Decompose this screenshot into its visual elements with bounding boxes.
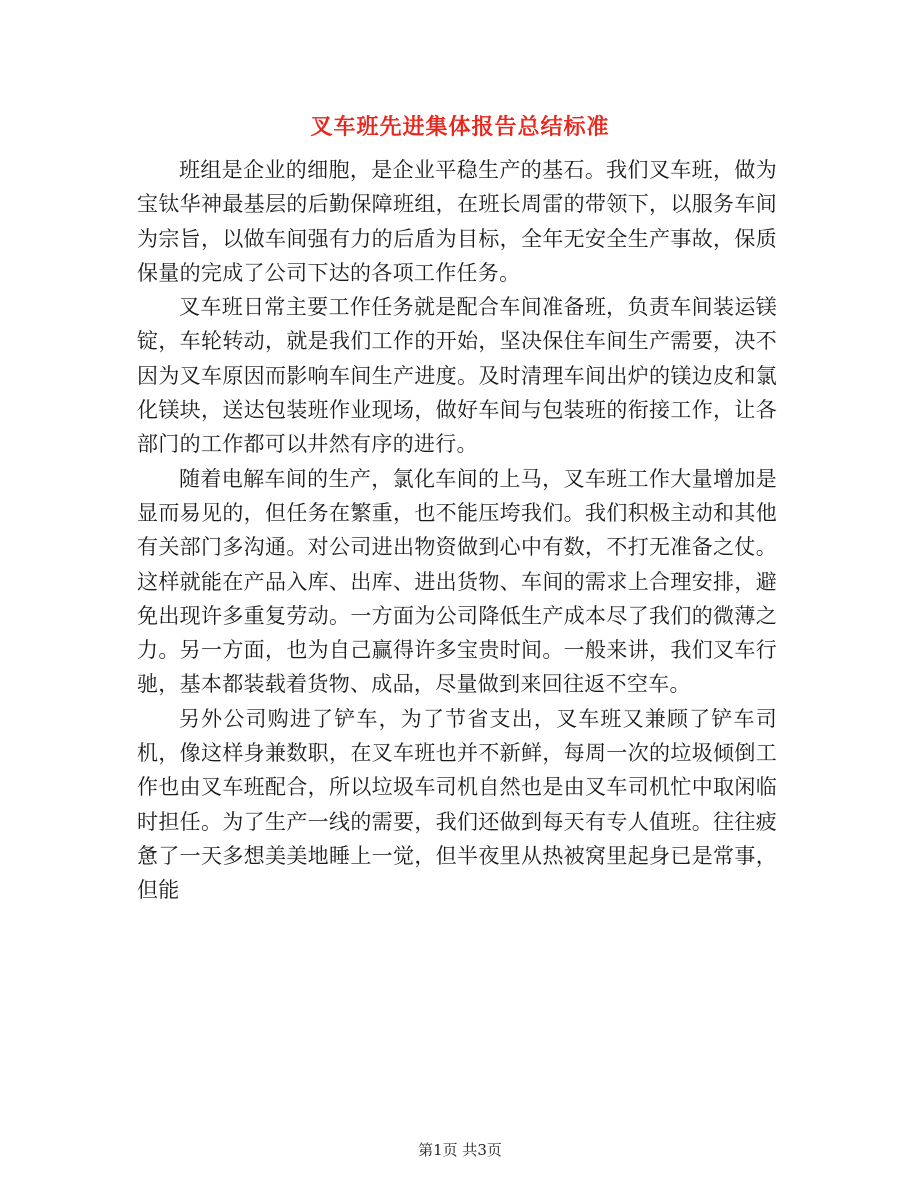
paragraph-2: 叉车班日常主要工作任务就是配合车间准备班，负责车间装运镁锭，车轮转动，就是我们工作的开始，坚决保住车间生产需要，决不因为叉车原因而影响车间生产进度。及时清理车间出炉的镁边皮和氯化镁块，送达包装班作业现场，做好车间与包装班的衔接工作，让各部门的工作都可以井然有序的进行。 xyxy=(137,295,777,457)
paragraph-4: 另外公司购进了铲车，为了节省支出，叉车班又兼顾了铲车司机，像这样身兼数职，在叉车班也并不新鲜，每周一次的垃圾倾倒工作也由叉车班配合，所以垃圾车司机自然也是由叉车司机忙中取闲临时担任。为了生产一线的需要，我们还做到每天有专人值班。往往疲惫了一天多想美美地睡上一觉，但半夜里从热被窝里起身已是常事，但能 xyxy=(137,706,777,903)
paragraph-1: 班组是企业的细胞，是企业平稳生产的基石。我们叉车班，做为宝钛华神最基层的后勤保障班组，在班长周雷的带领下，以服务车间为宗旨，以做车间强有力的后盾为目标，全年无安全生产事故，保质保量的完成了公司下达的各项工作任务。 xyxy=(137,158,777,285)
paragraph-3: 随着电解车间的生产，氯化车间的上马，叉车班工作大量增加是显而易见的，但任务在繁重，也不能压垮我们。我们积极主动和其他有关部门多沟通。对公司进出物资做到心中有数，不打无准备之仗。这样就能在产品入库、出库、进出货物、车间的需求上合理安排，避免出现许多重复劳动。一方面为公司降低生产成本尽了我们的微薄之力。另一方面，也为自己赢得许多宝贵时间。一般来讲，我们叉车行驰，基本都装载着货物、成品，尽量做到来回往返不空车。 xyxy=(137,466,777,697)
document-title: 叉车班先进集体报告总结标准 xyxy=(310,114,610,140)
page-number: 第1页 共3页 xyxy=(418,1141,502,1159)
document-body xyxy=(137,153,777,908)
